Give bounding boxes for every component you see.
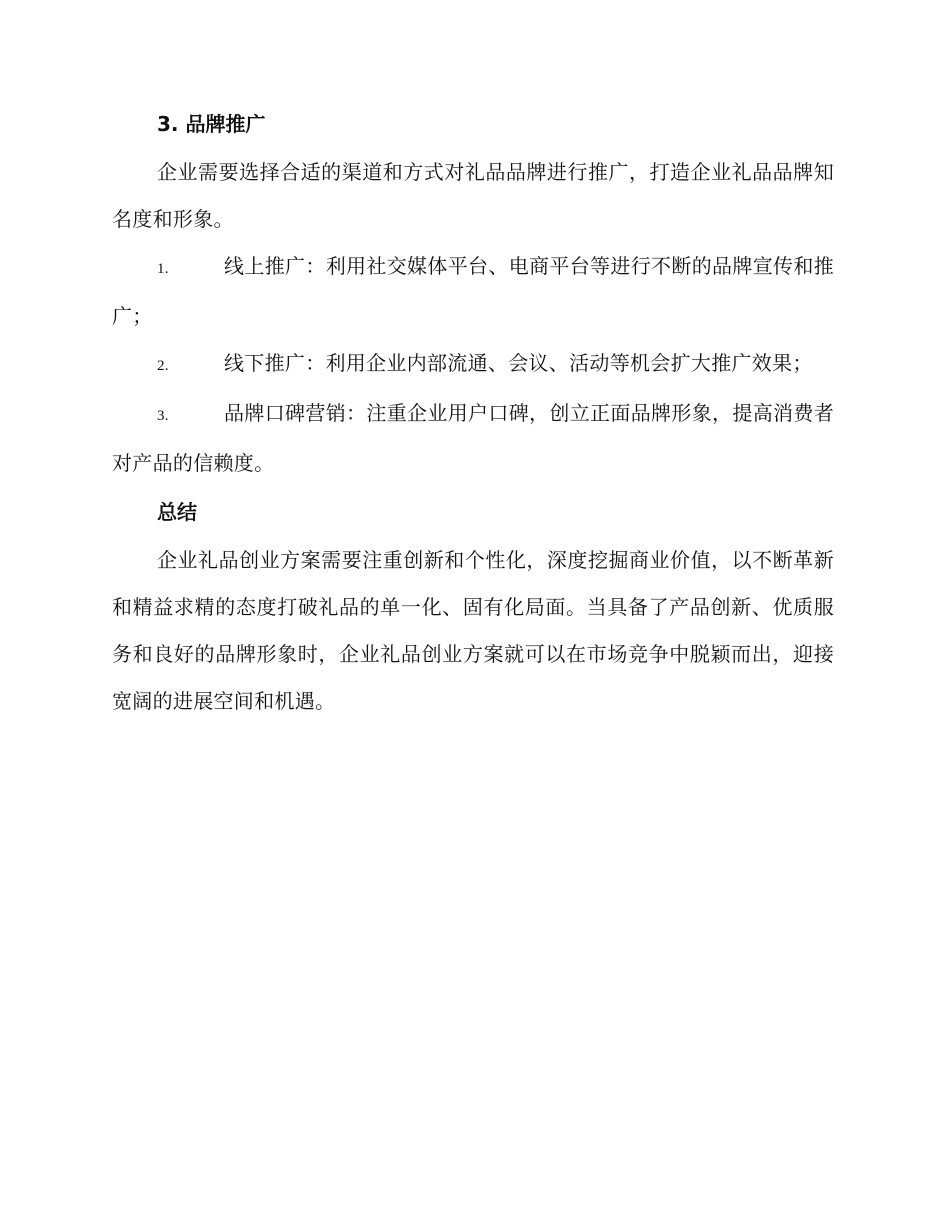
list-item-online <box>112 243 834 340</box>
list-item-text: 线下推广：利用企业内部流通、会议、活动等机会扩大推广效果； <box>224 351 813 375</box>
list-number: 3. <box>157 408 169 424</box>
list-number: 1. <box>157 261 169 277</box>
section-intro-paragraph: 企业需要选择合适的渠道和方式对礼品品牌进行推广，打造企业礼品品牌知名度和形象。 <box>112 160 834 231</box>
list-item-word-of-mouth <box>112 390 834 487</box>
list-item-offline <box>112 340 834 390</box>
list-item-text: 品牌口碑营销：注重企业用户口碑，创立正面品牌形象，提高消费者对产品的信赖度。 <box>112 401 834 475</box>
section-heading-brand-promotion: 3. 品牌推广 <box>157 112 266 136</box>
list-item-text: 线上推广：利用社交媒体平台、电商平台等进行不断的品牌宣传和推广； <box>112 254 834 328</box>
summary-paragraph: 企业礼品创业方案需要注重创新和个性化，深度挖掘商业价值，以不断革新和精益求精的态度打破礼品的单一化、固有化局面。当具备了产品创新、优质服务和良好的品牌形象时，企业礼品创业方案就可以在市场竞争中脱颖而出，迎接宽阔的进展空间和机遇。 <box>112 548 834 713</box>
document-page <box>112 108 834 725</box>
summary-heading: 总结 <box>157 500 197 524</box>
list-number: 2. <box>157 358 169 374</box>
